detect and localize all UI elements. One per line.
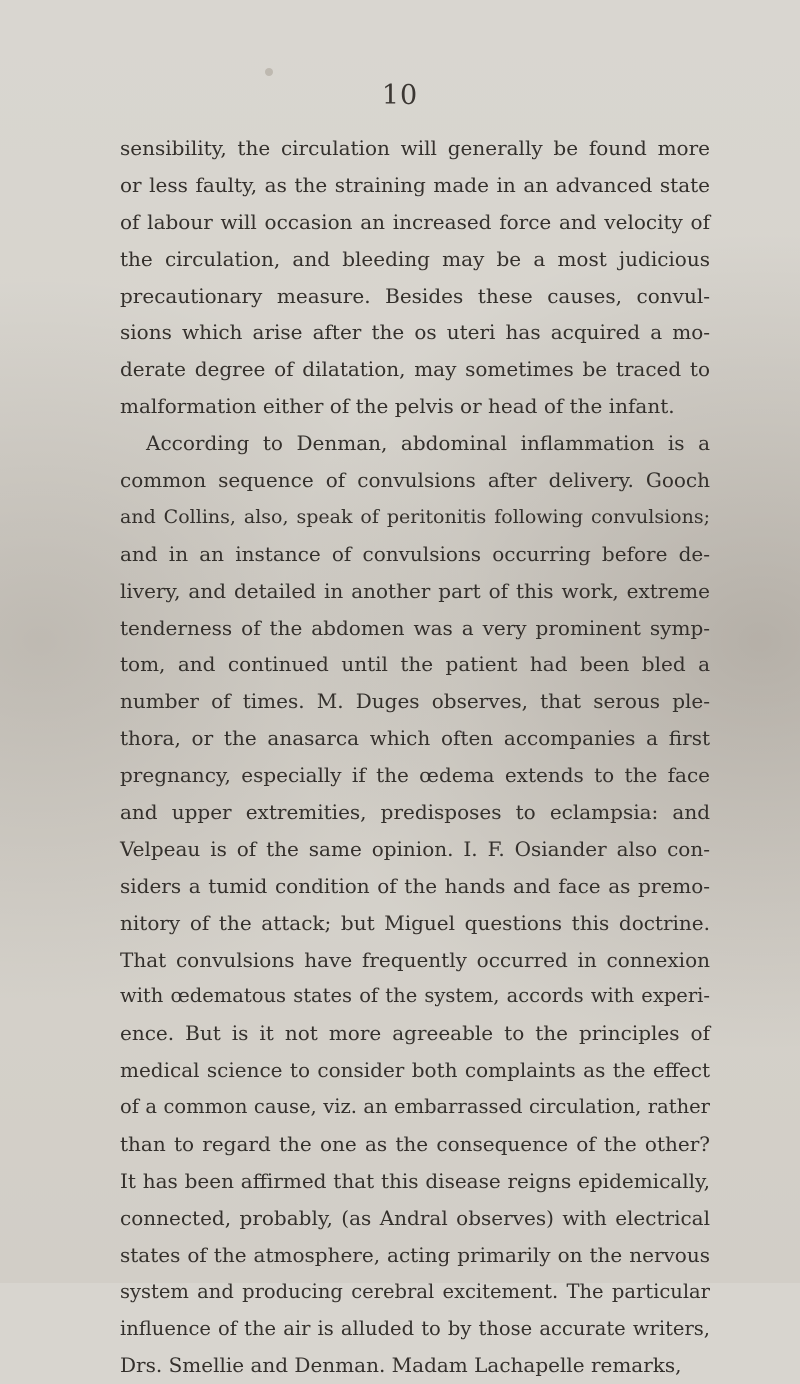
- body-text: [120, 130, 710, 1384]
- text-line: malformation either of the pelvis or head of the infant.: [120, 394, 675, 419]
- text-line: of a common cause, viz. an embarrassed circulation, rather: [120, 1095, 710, 1119]
- text-line: tom, and continued until the patient had been bled a: [120, 652, 710, 677]
- text-line: connected, probably, (as Andral observes) with electrical: [120, 1205, 710, 1230]
- text-line: and in an instance of convulsions occurring before de-: [120, 541, 710, 566]
- text-line: sions which arise after the os uteri has acquired a mo-: [120, 320, 710, 345]
- text-line: ence. But is it not more agreeable to the principles of: [120, 1021, 710, 1046]
- text-line: livery, and detailed in another part of this work, extreme: [120, 578, 710, 603]
- text-line: than to regard the one as the consequence of the other?: [120, 1132, 710, 1157]
- text-line: nitory of the attack; but Miguel questions this doctrine.: [120, 910, 710, 935]
- text-line: It has been affirmed that this disease reigns epidemically,: [120, 1168, 710, 1193]
- text-line: thora, or the anasarca which often accompanies a first: [120, 726, 710, 751]
- text-line: common sequence of convulsions after delivery. Gooch: [120, 468, 710, 493]
- text-line: Velpeau is of the same opinion. I. F. Osiander also con-: [120, 836, 710, 861]
- text-line: and Collins, also, speak of peritonitis following convulsions;: [120, 505, 710, 528]
- text-line: the circulation, and bleeding may be a most judicious: [120, 246, 710, 271]
- text-line: According to Denman, abdominal inflammation is a: [146, 431, 710, 456]
- text-line: or less faulty, as the straining made in an advanced state: [120, 172, 710, 197]
- text-line: of labour will occasion an increased force and velocity of: [120, 209, 710, 234]
- paper-speck: [265, 68, 273, 76]
- text-line: and upper extremities, predisposes to eclampsia: and: [120, 800, 710, 825]
- text-line: pregnancy, especially if the œdema extends to the face: [120, 763, 710, 788]
- text-line: tenderness of the abdomen was a very prominent symp-: [120, 615, 710, 640]
- text-line: sensibility, the circulation will generally be found more: [120, 136, 710, 160]
- text-line: medical science to consider both complaints as the effect: [120, 1058, 710, 1083]
- text-line: siders a tumid condition of the hands and face as premo-: [120, 873, 710, 898]
- text-line: That convulsions have frequently occurred in connexion: [120, 947, 710, 972]
- text-line: number of times. M. Duges observes, that serous ple-: [120, 689, 710, 714]
- text-line: precautionary measure. Besides these causes, convul-: [120, 283, 710, 308]
- text-line: influence of the air is alluded to by those accurate writers,: [120, 1316, 710, 1340]
- text-line: with œdematous states of the system, accords with experi-: [120, 984, 710, 1008]
- text-line: states of the atmosphere, acting primarily on the nervous: [120, 1242, 710, 1267]
- text-line: derate degree of dilatation, may sometimes be traced to: [120, 357, 710, 382]
- text-line: system and producing cerebral excitement. The particular: [120, 1279, 710, 1303]
- page-number: 10: [381, 80, 419, 111]
- text-line: Drs. Smellie and Denman. Madam Lachapelle remarks,: [120, 1353, 682, 1378]
